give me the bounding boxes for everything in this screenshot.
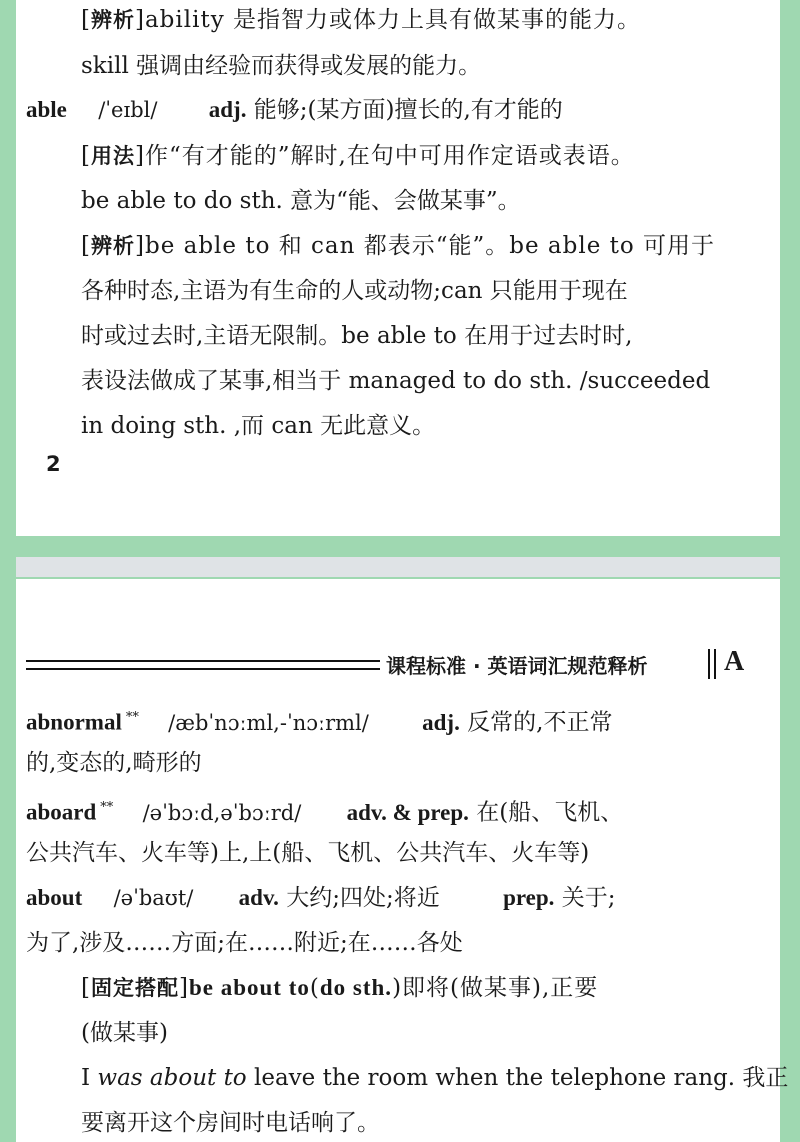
usage-line-2: be able to do sth. 意为“能、会做某事”。 [81, 188, 521, 214]
usage-line: [用法]作“有才能的”解时,在句中可用作定语或表语。 [81, 143, 635, 169]
analysis-line-4: 表设法做成了某事,相当于 managed to do sth. /succeeded [81, 368, 711, 394]
header-divider [708, 649, 716, 679]
phonetic: /əˈbaʊt/ [113, 886, 194, 910]
frequency-stars: ** [125, 710, 139, 725]
tag-label: 用法 [90, 144, 135, 168]
headword: able [26, 97, 67, 122]
entry-able [26, 95, 563, 125]
definition: 反常的,不正常 [467, 709, 613, 736]
collocation-text: 即将(做某事),正要 [402, 975, 599, 1001]
headword: about [26, 885, 83, 910]
running-header-title: 课程标准 · 英语词汇规范释析 [386, 654, 648, 678]
example-italic: was about to [97, 1065, 247, 1091]
analysis-line-2: 各种时态,主语为有生命的人或动物;can 只能用于现在 [81, 278, 628, 304]
tag-label: 辨析 [90, 234, 135, 258]
page-number: 2 [46, 452, 61, 476]
collocation-phrase: be about to [188, 975, 310, 1000]
part-of-speech-2: prep. [503, 885, 555, 910]
entry-aboard-cont: 公共汽车、火车等)上,上(船、飞机、公共汽车、火车等) [26, 840, 590, 866]
header-double-rule [26, 660, 380, 670]
analysis-text: ability 是指智力或体力上具有做某事的能力。 [144, 7, 642, 33]
analysis-text: be able to 和 can 都表示“能”。be able to 可用于 [144, 233, 716, 259]
entry-aboard [26, 793, 623, 828]
headword: aboard [26, 799, 97, 825]
usage-text: 作“有才能的”解时,在句中可用作定语或表语。 [144, 143, 635, 169]
entry-about-cont: 为了,涉及……方面;在……附近;在……各处 [26, 930, 463, 956]
part-of-speech: adj. [422, 709, 460, 735]
analysis-line-3: 时或过去时,主语无限制。be able to 在用于过去时时, [81, 323, 633, 349]
example-pre: I [81, 1065, 98, 1091]
definition: 大约;四处;将近 [286, 885, 440, 911]
part-of-speech: adj. [208, 97, 247, 122]
definition: 在(船、飞机、 [476, 799, 624, 826]
part-of-speech: adv. [238, 885, 279, 910]
part-of-speech: adv. & prep. [346, 799, 469, 825]
example-translation: 要离开这个房间时电话响了。 [81, 1110, 380, 1136]
example-sentence [81, 1063, 788, 1093]
definition-2: 关于; [561, 885, 616, 911]
page-separator [16, 557, 780, 577]
collocation-cont: (做某事) [81, 1020, 168, 1046]
tag-label: 固定搭配 [90, 976, 179, 1000]
analysis-ability-line: [辨析]ability 是指智力或体力上具有做某事的能力。 [81, 7, 642, 33]
entry-abnormal [26, 703, 612, 738]
headword: abnormal [26, 709, 122, 735]
collocation-line: [固定搭配]be about to(do sth.)即将(做某事),正要 [81, 975, 599, 1001]
paren-open: ( [309, 975, 320, 1001]
analysis-line-5: in doing sth. ,而 can 无此意义。 [81, 413, 436, 439]
paren-close: ) [392, 975, 403, 1001]
frequency-stars: ** [100, 800, 114, 815]
analysis-can-line: [辨析]be able to 和 can 都表示“能”。be able to 可用于 [81, 233, 716, 259]
tag-label: 辨析 [90, 8, 135, 32]
section-letter: A [724, 646, 745, 677]
entry-about [26, 883, 615, 913]
phonetic: /ˈeɪbl/ [98, 98, 158, 122]
analysis-skill-line: skill 强调由经验而获得或发展的能力。 [81, 53, 482, 79]
phonetic: /æbˈnɔːml,-ˈnɔːrml/ [168, 710, 369, 735]
collocation-object: do sth. [319, 975, 393, 1000]
example-post: leave the room when the telephone rang. 我正 [246, 1065, 789, 1091]
definition: 能够;(某方面)擅长的,有才能的 [253, 97, 563, 123]
entry-abnormal-cont: 的,变态的,畸形的 [26, 750, 202, 776]
phonetic: /əˈbɔːd,əˈbɔːrd/ [142, 800, 302, 825]
